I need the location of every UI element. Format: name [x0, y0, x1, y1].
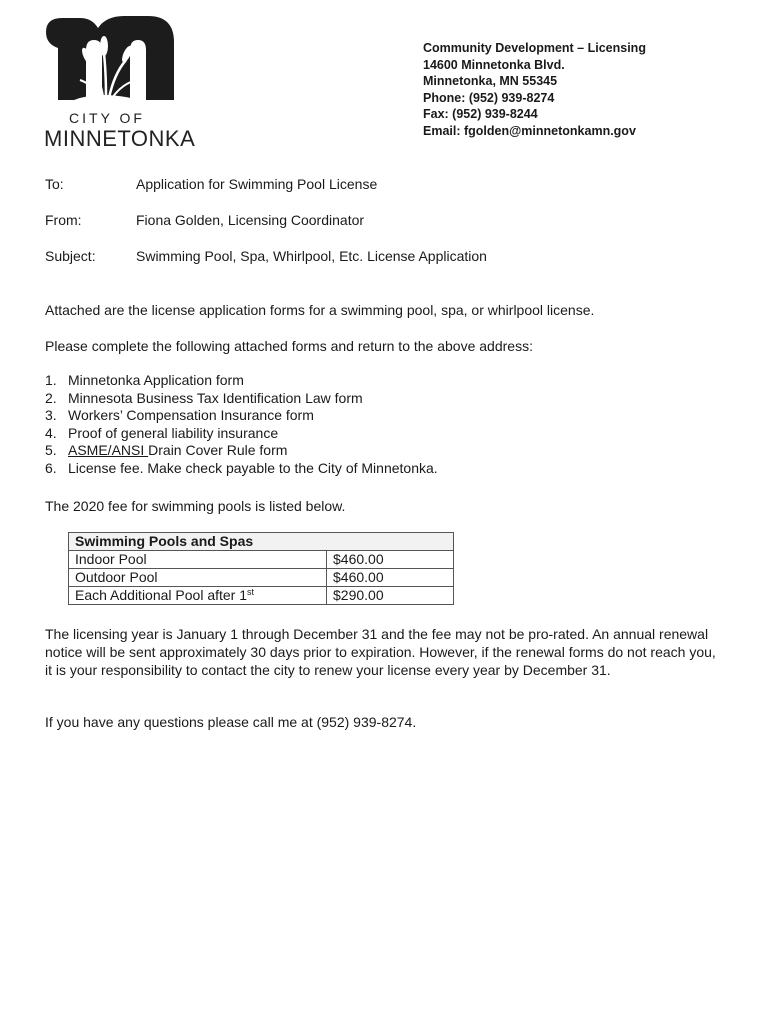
table-row	[69, 551, 454, 569]
closing-paragraph: If you have any questions please call me at (952) 939-8274.	[45, 714, 417, 730]
contact-city-state: Minnetonka, MN 55345	[423, 74, 558, 89]
intro-paragraph: Attached are the license application forms for a swimming pool, spa, or whirlpool license.	[45, 302, 595, 318]
memo-to-label: To:	[45, 176, 64, 192]
memo-from-label: From:	[45, 212, 82, 228]
logo-city-name: MINNETONKA	[44, 126, 196, 151]
table-cell-fee: $290.00	[327, 587, 454, 605]
asme-ansi-link[interactable]: ASME/ANSI	[68, 442, 149, 459]
table-cell-fee: $460.00	[327, 551, 454, 569]
table-cell-label: Outdoor Pool	[69, 569, 327, 587]
table-header-row	[69, 533, 454, 551]
list-item: 6. License fee. Make check payable to the City of Minnetonka.	[45, 459, 438, 476]
list-item: 2. Minnesota Business Tax Identification Law form	[45, 389, 363, 406]
memo-to-value: Application for Swimming Pool License	[136, 176, 378, 192]
list-item: 3. Workers’ Compensation Insurance form	[45, 407, 314, 424]
table-header: Swimming Pools and Spas	[69, 533, 454, 551]
licensing-year-paragraph: The licensing year is January 1 through December 31 and the fee may not be pro-rated. An annual renewal notice will be sent approximately 30 days prior to expiration. However, if the renewal forms do not reach you, it is your responsibility to contact the city to renew your license every year by December 31.	[45, 626, 716, 678]
table-row	[69, 587, 454, 605]
logo-city-of: CITY OF	[69, 110, 145, 126]
list-item: 4. Proof of general liability insurance	[45, 424, 279, 441]
cattail-m-logo-icon	[40, 14, 180, 114]
city-logo	[40, 14, 196, 151]
memo-subject-value: Swimming Pool, Spa, Whirlpool, Etc. License Application	[136, 248, 487, 264]
fee-intro-paragraph: The 2020 fee for swimming pools is listed below.	[45, 498, 346, 514]
table-row	[69, 569, 454, 587]
fee-table	[68, 532, 454, 605]
required-forms-list	[45, 372, 438, 478]
memo-from-value: Fiona Golden, Licensing Coordinator	[136, 212, 365, 228]
contact-department: Community Development – Licensing	[423, 41, 646, 55]
instruction-paragraph: Please complete the following attached forms and return to the above address:	[45, 338, 533, 354]
table-cell-fee: $460.00	[327, 569, 454, 587]
list-item: 1. Minnetonka Application form	[45, 372, 244, 388]
memo-subject-label: Subject:	[45, 248, 96, 264]
table-cell-label: Each Additional Pool after 1st	[69, 587, 327, 605]
contact-fax: Fax: (952) 939-8244	[423, 107, 538, 122]
contact-address: 14600 Minnetonka Blvd.	[423, 57, 565, 72]
list-item: 5. ASME/ANSI Drain Cover Rule form	[45, 442, 288, 459]
contact-email: Email: fgolden@minnetonkamn.gov	[423, 123, 636, 138]
contact-phone: Phone: (952) 939-8274	[423, 90, 555, 105]
table-cell-label: Indoor Pool	[69, 551, 327, 569]
contact-block	[423, 40, 646, 140]
